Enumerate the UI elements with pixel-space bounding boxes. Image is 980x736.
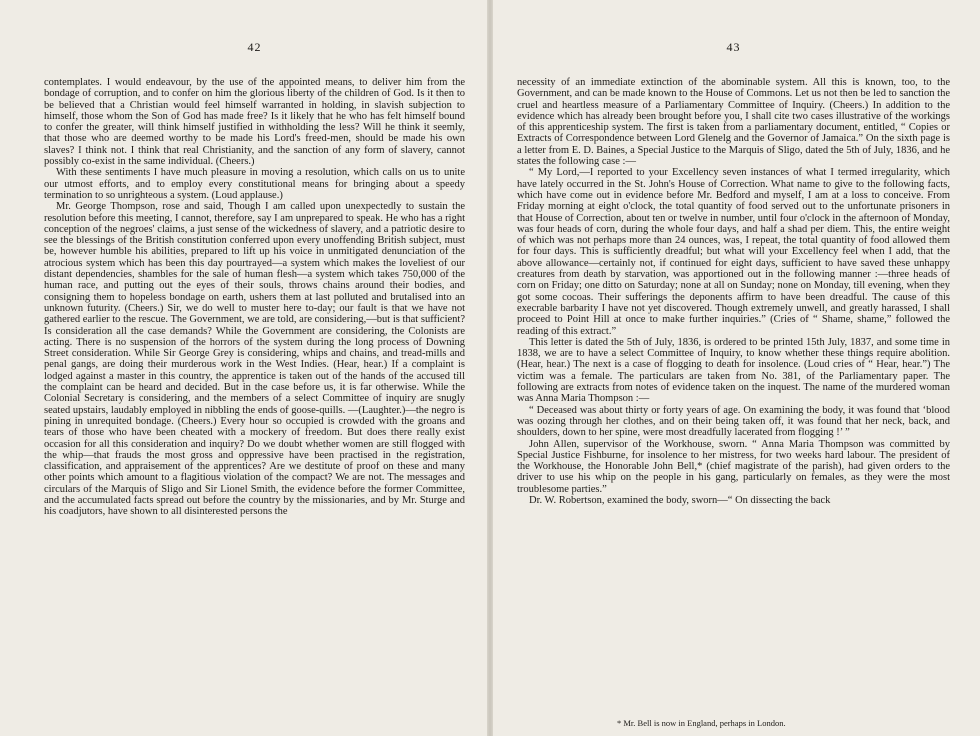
paragraph: With these sentiments I have much pleasure in moving a resolution, which calls on us to unite our utmost efforts, and to employ every constitutional means for bringing about a speedy termination to so unrighteous a system. (Loud applause.) [44,167,465,201]
left-page-body [44,77,465,518]
paragraph: John Allen, supervisor of the Workhouse, sworn. “ Anna Maria Thompson was committed by Special Justice Fishburne, for insolence to her mistress, for two weeks hard labour. The president of the Workhouse, the Honorable John Bell,* (chief magistrate of the parish), had given orders to the driver to use his whip on the people in his gang, particularly on females, as they were the most troublesome parties.” [517,438,950,495]
paragraph: contemplates. I would endeavour, by the use of the appointed means, to deliver him from the bondage of corruption, and to confer on him the glorious liberty of the children of God. Is it then to be believed that a Christian would feel himself warranted in holding, in slavish subjection to himself, those whom the Son of God has made free? Is it likely that he who has felt himself bound to confer the greater, will think himself justified in withholding the less? Will he think it seemly, that those who are deemed worthy to be made his Lord's freed-men, should be made his own slaves? I think not. I think that real Christianity, and the sanction of any form of slavery, cannot possibly co-exist in the same individual. (Cheers.) [44,77,465,168]
page-number-right: 43 [726,40,741,54]
quoted-evidence: “ Deceased was about thirty or forty years of age. On examining the body, it was found that ‘blood was oozing through her clothes, and on their being taken off, it was found that her neck, back, and shoulders, down to her spine, were most dreadfully lacerated from flogging !’ ” [517,404,950,439]
paragraph: necessity of an immediate extinction of the abominable system. All this is known, too, to the Government, and can be made known to the House of Commons. Let us not then be led to sanction the cruel and heartless measure of a Parliamentary Committee of Inquiry. (Cheers.) In addition to the evidence which has already been brought before you, I shall cite two cases illustrative of the workings of this apprenticeship system. The first is taken from a parliamentary document, entitled, “ Copies or Extracts of Correspondence between Lord Glenelg and the Governor of Jamaica.” On the sixth page is a letter from E. D. Baines, a Special Justice to the Marquis of Sligo, dated the 5th of July, 1836, and he states the following case :— [517,77,950,168]
footnote: * Mr. Bell is now in England, perhaps in London. [617,718,786,728]
page-number-left: 42 [247,40,262,54]
left-page [0,0,487,736]
paragraph: Mr. George Thompson, rose and said, Though I am called upon unexpectedly to sustain the resolution before this meeting, I cannot, therefore, say I am unprepared to speak. He who has a right conception of the negroes' claims, a just sense of the wickedness of slavery, and a patriotic desire to see the blessings of the British constitution conferred upon every unoffending British subject, must be, however humble his abilities, prepared to lift up his voice in unmitigated denunciation of the atrocious system which has been this day pourtrayed—a system which makes the loveliest of our distant dependencies, shambles for the sale of human flesh—a system which takes 750,000 of the human race, and putting out the eyes of their souls, throws chains around their bodies, and consigning them to hopeless bondage on earth, ushers them at last polluted and brutalised into an unknown futurity. (Cheers.) Sir, we do well to muster here to-day; our fault is that we have not gathered earlier to the rescue. The Government, we are told, are considering,—but is that sufficient? Is consideration all the case demands? While the Government are considering, the Colonists are acting. There is no suspension of the horrors of the system during the long process of Downing Street consideration. While Sir George Grey is considering, whips and chains, and tread-mills and penal gangs, are doing their murderous work in the West Indies. (Hear, hear.) If a complaint is lodged against a master in this country, the apprentice is taken out of the hands of the accused till the complaint can be heard and decided. But in the case before us, it is far otherwise. While the Colonial Secretary is considering, and the members of a select Committee of inquiry are snugly seated upstairs, laudably employed in nibbling the ends of goose-quills. —(Laughter.)—the negro is pining in unrequited bondage. (Cheers.) Every hour so occupied is crowded with the groans and tears of those who have been cheated with a mockery of freedom. But does there really exist occasion for all this consideration and inquiry? Do we doubt whether women are still flogged with the whip—that frauds the most gross and oppressive have been practised in the registration, classification, and appraisement of the apprentices? Are we destitute of proof on these and many other points which amount to a flagitious violation of the compact? We are not. The messages and circulars of the Marquis of Sligo and Sir Lionel Smith, the evidence before the former Committee, and the accumulated facts spread out before the country by the missionaries, and by Mr. Sturge and his coadjutors, have shown to all disinterested persons the [44,201,465,518]
paragraph: This letter is dated the 5th of July, 1836, is ordered to be printed 15th July, 1837, and some time in 1838, we are to have a select Committee of Inquiry, to know whether these things require abolition. (Hear, hear.) The next is a case of flogging to death for insolence. (Loud cries of “ Hear, hear.”) The victim was a female. The particulars are taken from No. 381, of the Parliamentary paper. The following are extracts from notes of evidence taken on the inquest. The name of the murdered woman was Anna Maria Thompson :— [517,336,950,405]
right-page-body [517,77,950,506]
paragraph: Dr. W. Robertson, examined the body, sworn—“ On dissecting the back [529,494,831,506]
right-page [493,0,980,736]
quoted-letter: “ My Lord,—I reported to your Excellency seven instances of what I termed irregularity, which have lately occurred in the St. John's House of Correction. What name to give to the following facts, which have come out in evidence before Mr. Bedford and myself, I am at a loss to conceive. From Friday morning at eight o'clock, the total quantity of food served out to the unfortunate prisoners in that House of Correction, about ten or twelve in number, until four o'clock in the afternoon of Monday, was four heads of corn, during the whole four days, and half a shad per diem. This, the entire weight of which was not perhaps more than 24 ounces, was, I repeat, the total quantity of food allowed them for four days. This is sufficiently dreadful; but what will your Excellency feel when I add, that the above allowance—certainly not, if continued for eight days, sufficient to have saved these unhappy creatures from death by starvation, was apportioned out in the following manner :—three heads of corn on Friday; one ditto on Saturday; none at all on Sunday; none on Monday, till evening, when they got some cocoas. Their sufferings the deponents affirm to have been dreadful. The cause of this execrable barbarity I have not yet discovered. Though extremely unwell, and greatly harassed, I shall proceed to Point Hill at once to make further inquiries.” (Cries of “ Shame, shame,” followed the reading of this extract.” [517,167,950,337]
